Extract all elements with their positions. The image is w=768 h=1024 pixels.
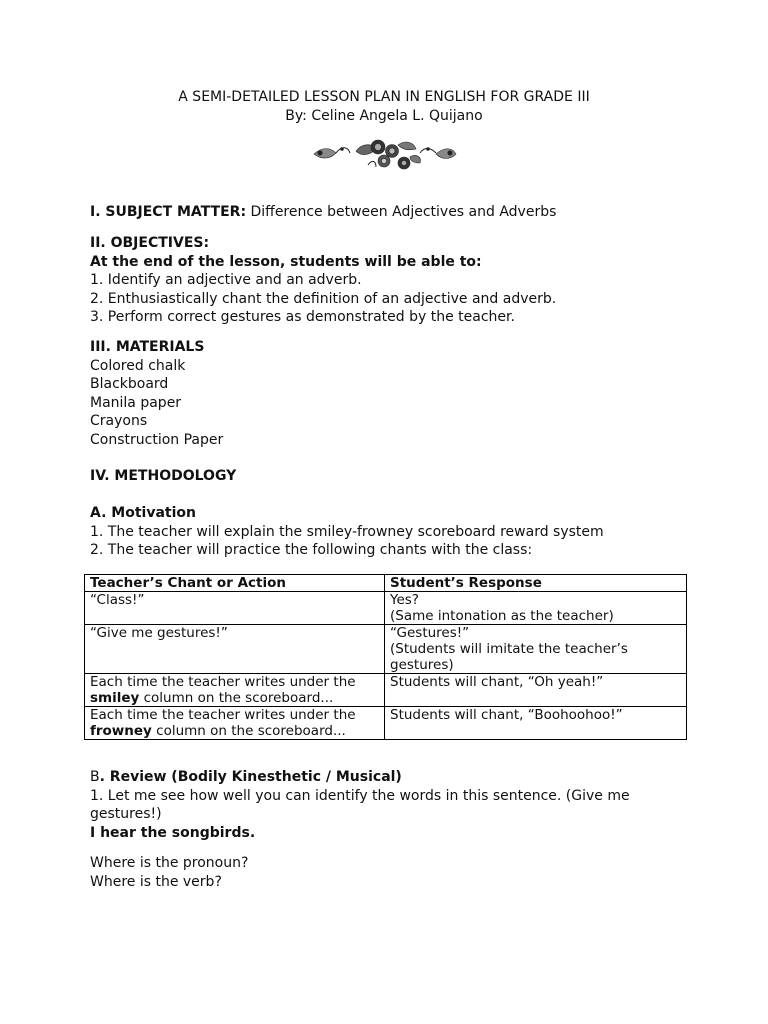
review-heading [90,768,630,787]
action-text-line2 [90,690,379,706]
author-byline: By: Celine Angela L. Quijano [285,108,483,124]
response-text: (Students will imitate the teacher’s [390,641,628,657]
response-cell [385,592,687,625]
response-cell [385,625,687,674]
action-text: column on the scoreboard... [151,723,346,739]
methodology-heading-text: IV. METHODOLOGY [90,468,237,484]
table-row [85,707,687,740]
action-cell [85,625,385,674]
methodology-heading [90,467,236,486]
response-text: “Gestures!” [390,625,470,641]
response-cell [385,707,687,740]
motivation-item: 1. The teacher will explain the smiley-frowney scoreboard reward system [90,523,604,540]
response-text: gestures) [390,657,454,673]
response-text: Yes? [390,592,419,608]
review-heading-text: . Review (Bodily Kinesthetic / Musical) [99,769,402,785]
review-item: gestures!) [90,806,162,822]
review-question: Where is the pronoun? [90,855,249,871]
objectives-section [90,234,556,327]
objective-item: 2. Enthusiastically chant the definition of an adjective and adverb. [90,290,557,307]
subject-matter-label: I. SUBJECT MATTER: [90,204,247,220]
response-text: (Same intonation as the teacher) [390,608,614,624]
motivation-item: 2. The teacher will practice the following chants with the class: [90,542,533,558]
action-cell [85,592,385,625]
materials-section [90,338,223,449]
frowney-keyword: frowney [90,723,152,739]
response-text: Students will chant, “Oh yeah!” [390,674,604,690]
material-item: Manila paper [90,394,182,411]
motivation-section [90,504,604,560]
motivation-heading: A. Motivation [90,505,196,521]
action-text: “Give me gestures!” [90,625,228,641]
action-text: Each time the teacher writes under the [90,707,356,723]
column-header-action: Teacher’s Chant or Action [85,575,385,592]
subject-matter [90,203,556,222]
action-text: “Class!” [90,592,145,608]
response-cell [385,674,687,707]
action-text-line2 [90,723,379,739]
action-text: Each time the teacher writes under the [90,674,356,690]
action-text: column on the scoreboard... [139,690,334,706]
review-questions [90,854,248,891]
material-item: Blackboard [90,376,169,392]
document-title: A SEMI-DETAILED LESSON PLAN IN ENGLISH FOR GRADE III [178,89,590,105]
material-item: Crayons [90,413,148,429]
table-row [85,674,687,707]
table-row [85,592,687,625]
subject-matter-text: Difference between Adjectives and Adverbs [246,204,557,220]
column-header-response: Student’s Response [385,575,687,592]
action-cell [85,707,385,740]
table-row [85,625,687,674]
material-item: Construction Paper [90,431,224,448]
floral-ornament-icon [312,135,458,173]
objective-item: 3. Perform correct gestures as demonstrated by the teacher. [90,309,515,325]
materials-heading: III. MATERIALS [90,339,205,355]
review-sentence: I hear the songbirds. [90,824,256,841]
table-header-row [85,575,687,592]
review-heading-letter: B [90,769,100,785]
review-section [90,768,630,842]
objectives-intro: At the end of the lesson, students will be able to: [90,253,482,270]
response-text: Students will chant, “Boohoohoo!” [390,707,623,723]
chant-table [84,574,687,740]
objective-item: 1. Identify an adjective and an adverb. [90,272,362,288]
smiley-keyword: smiley [90,690,140,706]
review-item: 1. Let me see how well you can identify the words in this sentence. (Give me [90,787,630,804]
material-item: Colored chalk [90,357,186,374]
review-question: Where is the verb? [90,873,222,890]
action-cell [85,674,385,707]
objectives-heading: II. OBJECTIVES: [90,235,210,251]
